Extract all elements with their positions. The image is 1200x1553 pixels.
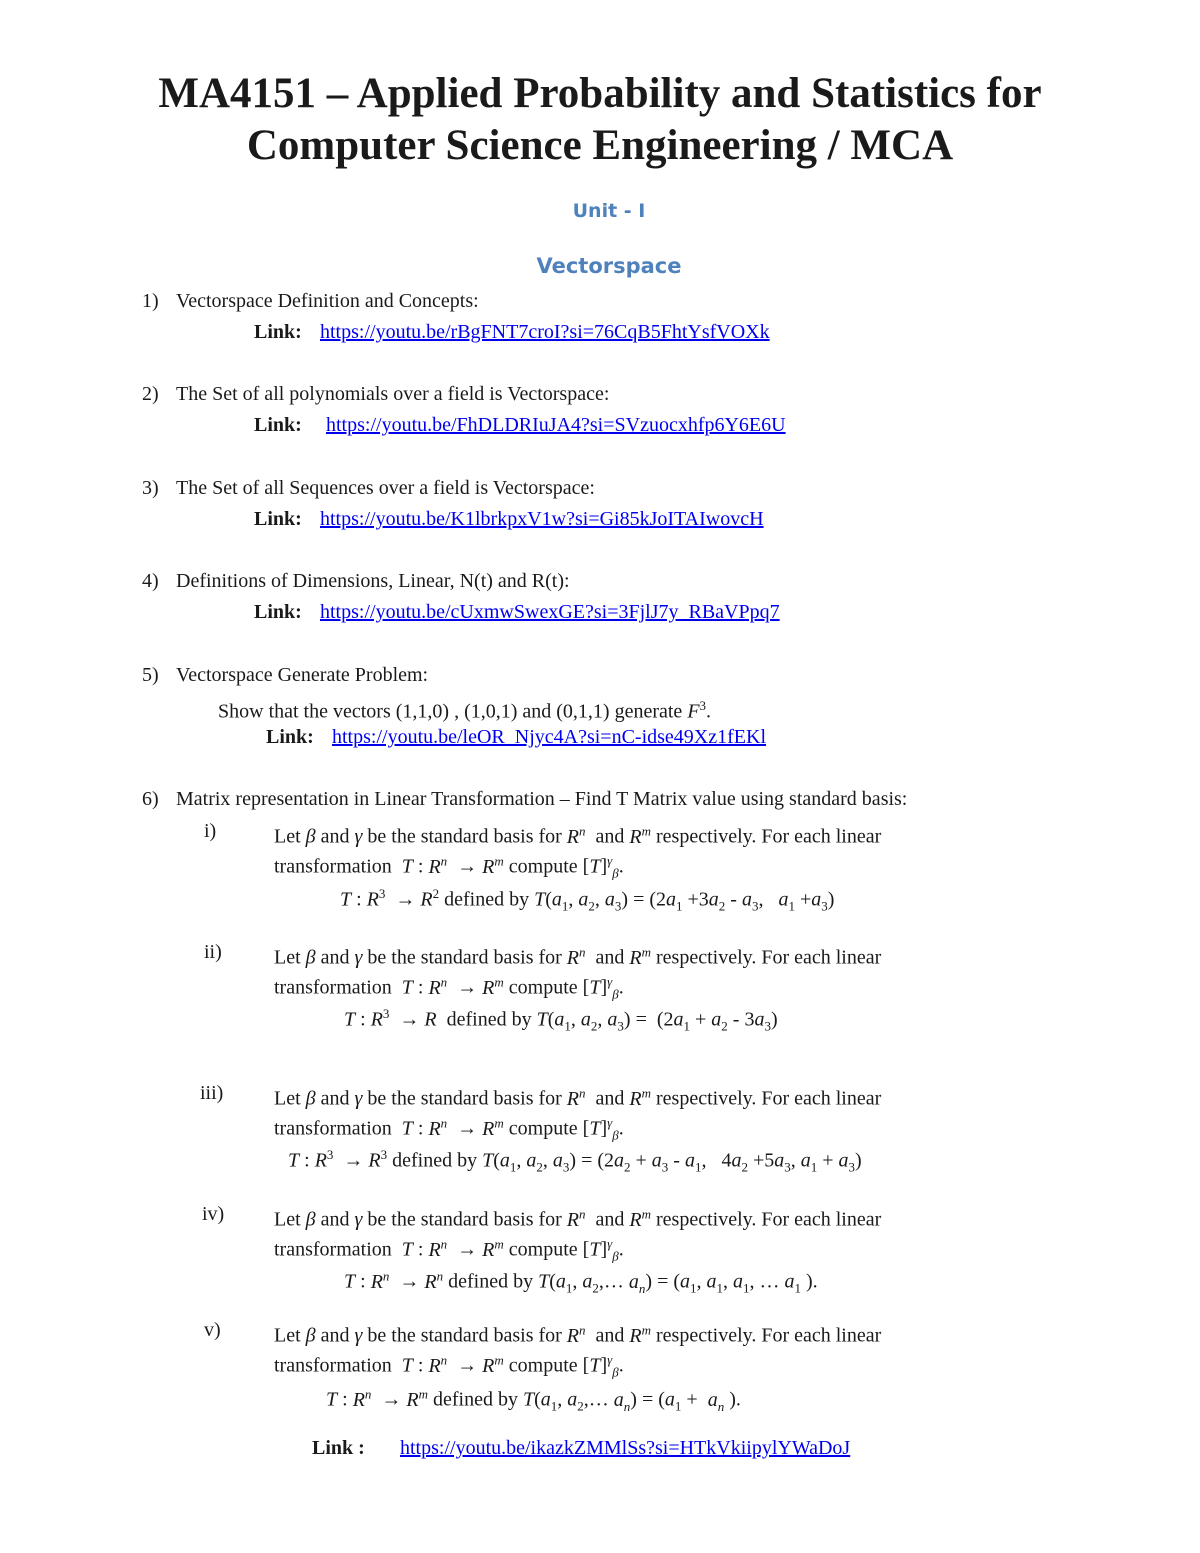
document-title — [0, 68, 1200, 172]
sub-item-text: Let β and γ be the standard basis for $R^n$ and $R^m$ respectively. For each linear — [274, 1206, 882, 1231]
link-label: Link: — [254, 321, 302, 343]
sub-item-label: iv) — [202, 1203, 225, 1225]
item-text: Vectorspace Generate Problem: — [176, 664, 429, 686]
item-text: The Set of all polynomials over a field is Vectorspace: — [176, 383, 610, 405]
sub-item-text: Let β and γ be the standard basis for $R^n$ and $R^m$ respectively. For each linear — [274, 944, 882, 969]
item-text: Vectorspace Definition and Concepts: — [176, 290, 479, 312]
sub-item-label: ii) — [204, 941, 222, 963]
link-label: Link: — [254, 414, 302, 436]
item-number: 2) — [142, 383, 159, 405]
transformation-formula: T : $R^3 \to R^3$ defined by $T(a_1$, $a_2$, $a_3) = (2a_2 + a_3 - a_1$, $4a_2 +5a_3$, $a_1 + a_3$) — [288, 1147, 862, 1175]
item-number: 5) — [142, 664, 159, 686]
transformation-formula: T : $R^3 \to R^2$ defined by $T(a_1$, $a_2$, $a_3) = (2a_1 +3a_2 - a_3$, $a_1 +a_3$) — [340, 886, 835, 914]
sub-item-label: iii) — [200, 1082, 224, 1104]
sub-item-label: v) — [204, 1319, 221, 1341]
sub-item-text: transformation T : $R^n \to R^m$ compute $[T]^\gamma_\beta$. — [274, 1352, 624, 1380]
video-link[interactable]: https://youtu.be/cUxmwSwexGE?si=3FjlJ7y_RBaVPpq7 — [320, 601, 780, 623]
link-label: Link : — [312, 1437, 365, 1459]
sub-item-text: Let β and γ be the standard basis for $R^n$ and $R^m$ respectively. For each linear — [274, 1085, 882, 1110]
video-link[interactable]: https://youtu.be/FhDLDRIuJA4?si=SVzuocxhfp6Y6E6U — [326, 414, 786, 436]
title-line-2: Computer Science Engineering / MCA — [246, 122, 954, 169]
title-line-1: MA4151 – Applied Probability and Statistics for — [158, 70, 1042, 117]
item-number: 6) — [142, 788, 159, 810]
link-label: Link: — [266, 726, 314, 748]
item-text: Definitions of Dimensions, Linear, N(t) and R(t): — [176, 570, 570, 592]
item-number: 3) — [142, 477, 159, 499]
problem-statement: Show that the vectors (1,1,0) , (1,0,1) and (0,1,1) generate $F^3$. — [218, 698, 712, 723]
item-text: The Set of all Sequences over a field is Vectorspace: — [176, 477, 595, 499]
video-link[interactable]: https://youtu.be/ikazkZMMlSs?si=HTkVkiipylYWaDoJ — [400, 1437, 851, 1459]
sub-item-label: i) — [204, 820, 217, 842]
link-label: Link: — [254, 508, 302, 530]
video-link[interactable]: https://youtu.be/K1lbrkpxV1w?si=Gi85kJoITAIwovcH — [320, 508, 764, 530]
sub-item-text: transformation T : $R^n \to R^m$ compute $[T]^\gamma_\beta$. — [274, 853, 624, 881]
sub-item-text: Let β and γ be the standard basis for $R^n$ and $R^m$ respectively. For each linear — [274, 823, 882, 848]
sub-item-text: Let β and γ be the standard basis for $R^n$ and $R^m$ respectively. For each linear — [274, 1322, 882, 1347]
video-link[interactable]: https://youtu.be/leOR_Njyc4A?si=nC-idse49Xz1fEKl — [332, 726, 767, 748]
topic-heading: Vectorspace — [536, 254, 682, 278]
item-number: 4) — [142, 570, 159, 592]
item-number: 1) — [142, 290, 159, 312]
transformation-formula: T : $R^3 \to R$ defined by $T(a_1$, $a_2$, $a_3) = (2a_1 + a_2 - 3a_3)$ — [344, 1006, 778, 1034]
sub-item-text: transformation T : $R^n \to R^m$ compute $[T]^\gamma_\beta$. — [274, 974, 624, 1002]
sub-item-text: transformation T : $R^n \to R^m$ compute $[T]^\gamma_\beta$. — [274, 1115, 624, 1143]
item-text: Matrix representation in Linear Transformation – Find T Matrix value using standard basis: — [176, 788, 908, 810]
transformation-formula: T : $R^n \to R^n$ defined by $T(a_1$, $a_2,\dots$ $a_n) = (a_1$, $a_1$, $a_1$, … $a_1$ ). — [344, 1268, 818, 1296]
video-link[interactable]: https://youtu.be/rBgFNT7croI?si=76CqB5FhtYsfVOXk — [320, 321, 770, 343]
unit-heading: Unit - I — [572, 200, 646, 222]
sub-item-text: transformation T : $R^n \to R^m$ compute $[T]^\gamma_\beta$. — [274, 1236, 624, 1264]
transformation-formula: T : $R^n \to R^m$ defined by $T(a_1$, $a_2,\dots$ $a_n) = (a_1 + a_n$ ). — [326, 1386, 741, 1414]
link-label: Link: — [254, 601, 302, 623]
